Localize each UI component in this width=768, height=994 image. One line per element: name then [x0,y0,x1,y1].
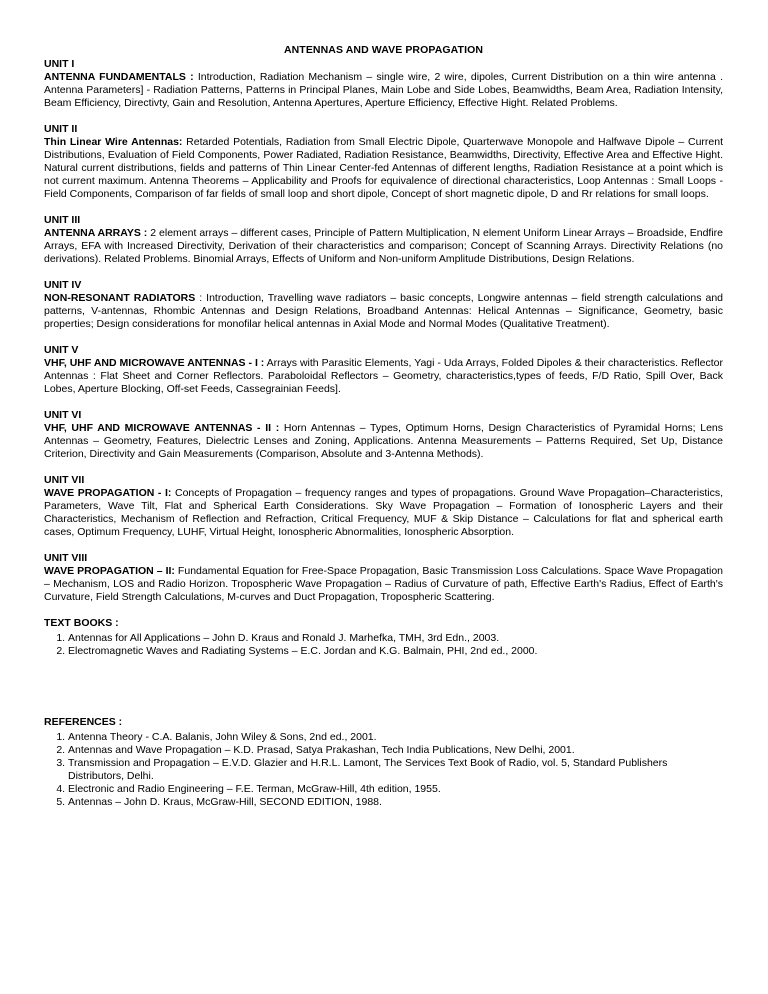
unit-6 [44,409,723,461]
unit-body [44,71,723,110]
unit-3 [44,214,723,266]
syllabus-page [44,44,723,809]
list-item: 3. Transmission and Propagation – E.V.D. Glazier and H.R.L. Lamont, The Services Text Book of Radio, vol. 5, Standard Publishers Distributors, Delhi. [68,757,723,783]
unit-5 [44,344,723,396]
unit-4 [44,279,723,331]
unit-heading: UNIT IV [44,279,82,291]
unit-description: : Introduction, Travelling wave radiators – basic concepts, Longwire antennas – field strength calculations and patterns, V-antennas, Rhombic Antennas and Design Relations, Broadband Antennas: Helical Antennas – Significance, Geometry, basic properties; Design considerations for monofilar helical antennas in Axial Mode and Normal Modes (Qualitative Treatment). [44,292,723,330]
unit-topic-title: ANTENNA ARRAYS : [44,227,148,239]
unit-topic-title: ANTENNA FUNDAMENTALS : [44,71,194,83]
unit-2 [44,123,723,201]
list-item: 2. Electromagnetic Waves and Radiating Systems – E.C. Jordan and K.G. Balmain, PHI, 2nd ed., 2000. [68,645,723,658]
unit-body [44,422,723,461]
list-item: 4. Electronic and Radio Engineering – F.E. Terman, McGraw-Hill, 4th edition, 1955. [68,783,723,796]
unit-7 [44,474,723,539]
unit-topic-title: NON-RESONANT RADIATORS [44,292,196,304]
unit-body [44,227,723,266]
unit-description: Introduction, Radiation Mechanism – single wire, 2 wire, dipoles, Current Distribution on a thin wire antenna . Antenna Parameters] - Radiation Patterns, Patterns in Principal Planes, Main Lobe and Side Lobes, Beamwidths, Beam Area, Radiation Intensity, Beam Efficiency, Directivty, Gain and Resolution, Antenna Apertures, Aperture Efficiency, Effective Hight. Related Problems. [44,71,723,109]
unit-heading: UNIT V [44,344,79,356]
unit-body [44,292,723,331]
unit-heading: UNIT II [44,123,78,135]
references-list [44,731,723,809]
textbooks-list [44,632,723,658]
unit-1 [44,58,723,110]
unit-topic-title: VHF, UHF AND MICROWAVE ANTENNAS - II : [44,422,280,434]
unit-body [44,357,723,396]
unit-description: 2 element arrays – different cases, Principle of Pattern Multiplication, N element Uniform Linear Arrays – Broadside, Endfire Arrays, EFA with Increased Directivity, Derivation of their characteristics and comparison; Concept of Scanning Arrays. Directivity Relations (no derivations). Related Problems. Binomial Arrays, Effects of Uniform and Non-uniform Amplitude Distributions, Design Relations. [44,227,723,265]
unit-description: Fundamental Equation for Free-Space Propagation, Basic Transmission Loss Calculations. Space Wave Propagation – Mechanism, LOS and Radio Horizon. Tropospheric Wave Propagation – Radius of Curvature of path, Effective Earth's Radius, Effect of Earth's Curvature, Field Strength Calculations, M-curves and Duct Propagation, Tropospheric Scattering. [44,565,723,603]
references-heading: REFERENCES : [44,716,123,728]
unit-heading: UNIT III [44,214,81,226]
list-item: 1. Antenna Theory - C.A. Balanis, John Wiley & Sons, 2nd ed., 2001. [68,731,723,744]
list-item: 5. Antennas – John D. Kraus, McGraw-Hill, SECOND EDITION, 1988. [68,796,723,809]
unit-description: Retarded Potentials, Radiation from Small Electric Dipole, Quarterwave Monopole and Halfwave Dipole – Current Distributions, Evaluation of Field Components, Power Radiated, Radiation Resistance, Beamwidths, Directivity, Effective Area and Effective Hight. Natural current distributions, fields and patterns of Thin Linear Center-fed Antennas of different lengths, Radiation Resistance at a point which is not current maximum. Antenna Theorems – Applicability and Proofs for equivalence of directional characteristics, Loop Antennas : Small Loops - Field Components, Comparison of far fields of small loop and short dipole, Concept of short magnetic dipole, D and Rr relations for small loops. [44,136,723,200]
unit-8 [44,552,723,604]
unit-heading: UNIT I [44,58,75,70]
unit-heading: UNIT VIII [44,552,88,564]
unit-body [44,565,723,604]
textbooks-heading: TEXT BOOKS : [44,617,119,629]
unit-description: Horn Antennas – Types, Optimum Horns, Design Characteristics of Pyramidal Horns; Lens Antennas – Geometry, Features, Dielectric Lenses and Zoning, Applications. Antenna Measurements – Patterns Required, Set Up, Distance Criterion, Directivity and Gain Measurements (Comparison, Absolute and 3-Antenna Methods). [44,422,724,460]
unit-heading: UNIT VII [44,474,85,486]
document-title: ANTENNAS AND WAVE PROPAGATION [283,44,484,56]
unit-topic-title: Thin Linear Wire Antennas: [44,136,183,148]
unit-topic-title: WAVE PROPAGATION – II: [44,565,175,577]
unit-description: Concepts of Propagation – frequency ranges and types of propagations. Ground Wave Propagation–Characteristics, Parameters, Wave Tilt, Flat and Spherical Earth Considerations. Sky Wave Propagation – Formation of Ionospheric Layers and their Characteristics, Mechanism of Reflection and Refraction, Critical Frequency, MUF & Skip Distance – Calculations for flat and spherical earth cases, Optimum Frequency, LUHF, Virtual Height, Ionospheric Abnormalities, Ionospheric Absorption. [44,487,723,538]
list-item: 2. Antennas and Wave Propagation – K.D. Prasad, Satya Prakashan, Tech India Publications, New Delhi, 2001. [68,744,723,757]
textbooks-section [44,617,723,658]
unit-body [44,136,723,201]
unit-topic-title: VHF, UHF AND MICROWAVE ANTENNAS - I : [44,357,265,369]
references-section [44,716,723,809]
list-item: 1. Antennas for All Applications – John D. Kraus and Ronald J. Marhefka, TMH, 3rd Edn., 2003. [68,632,723,645]
unit-body [44,487,723,539]
unit-description: Arrays with Parasitic Elements, Yagi - Uda Arrays, Folded Dipoles & their characteristics. Reflector Antennas : Flat Sheet and Corner Reflectors. Paraboloidal Reflectors – Geometry, characteristics,types of feeds, F/D Ratio, Spill Over, Back Lobes, Aperture Blocking, Off-set Feeds, Cassegrainian Feeds]. [44,357,723,395]
unit-heading: UNIT VI [44,409,82,421]
unit-topic-title: WAVE PROPAGATION - I: [44,487,172,499]
